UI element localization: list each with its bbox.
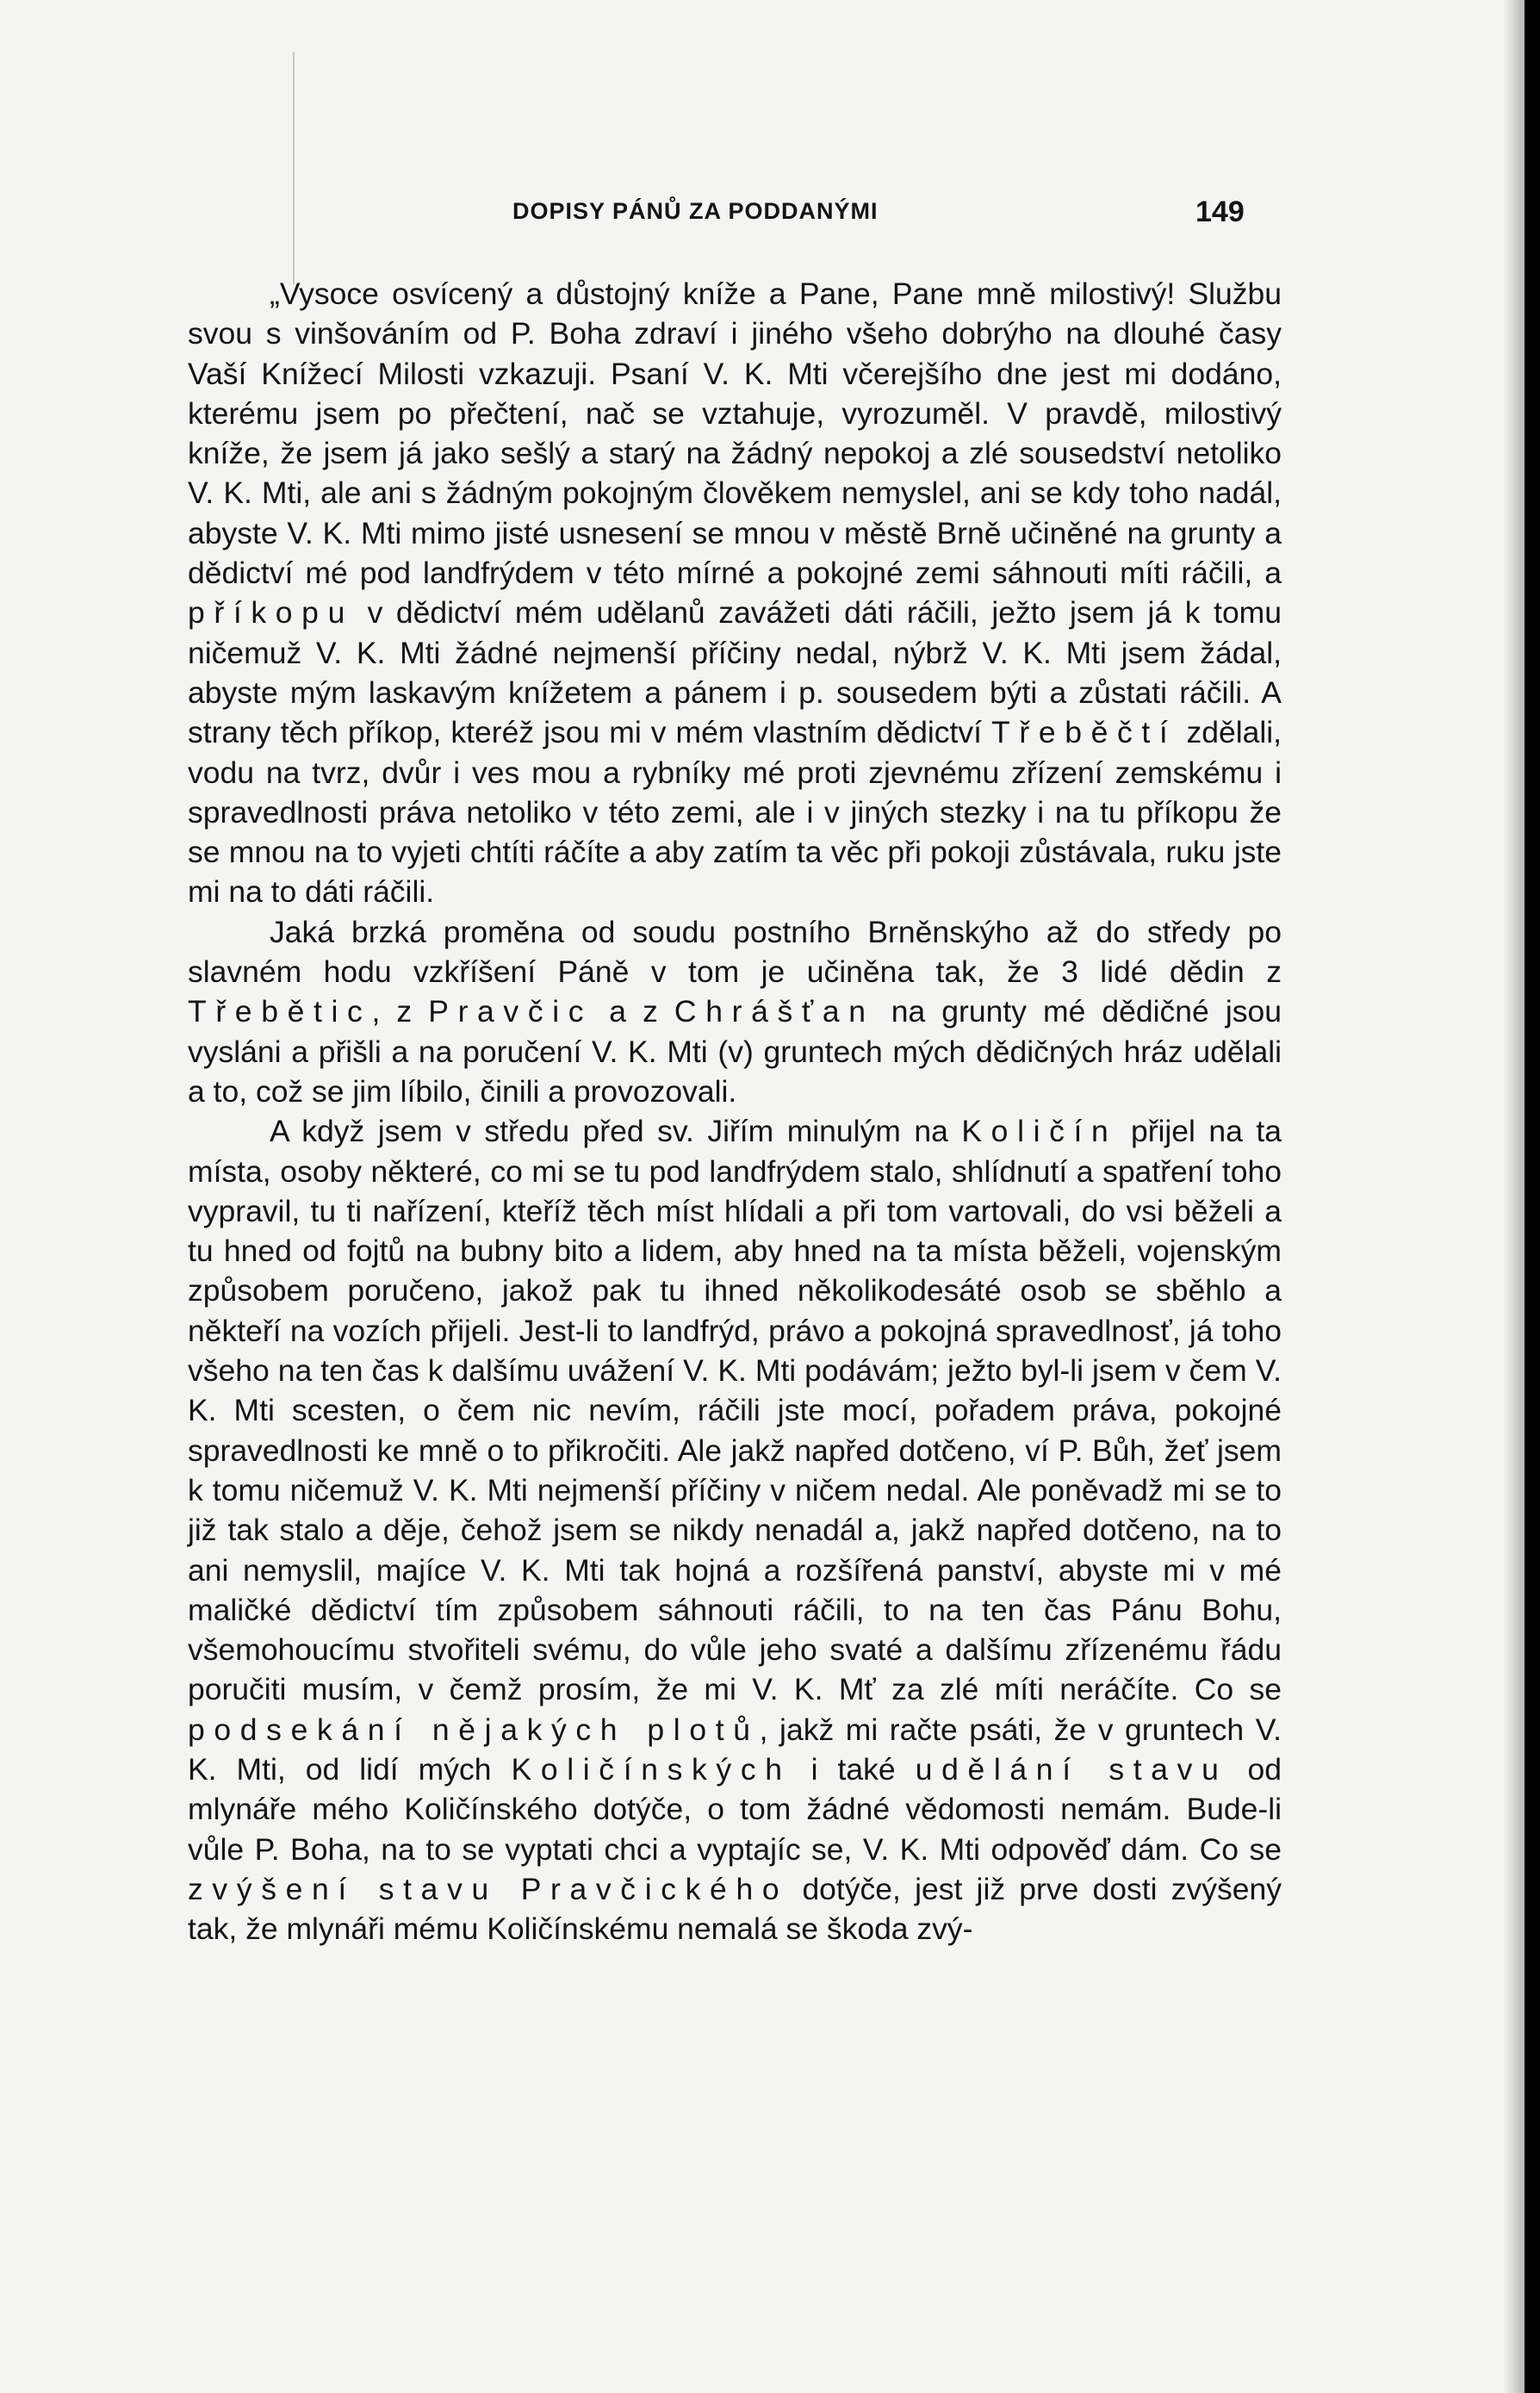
page-number: 149 xyxy=(1195,196,1245,228)
text-segment: na grunty mé dědičné jsou vysláni a přišli a na poručení V. K. Mti (v) gruntech mých dědičných hráz udělali a to, což se jim líbilo, činili a provozovali. xyxy=(188,994,1282,1109)
spaced-emphasis-text: zvýšení stavu Pravčického xyxy=(188,1871,789,1906)
paper-fold-mark xyxy=(293,52,295,284)
paragraph-3 xyxy=(188,1111,1282,1949)
page-edge-shadow xyxy=(1503,0,1524,2393)
text-segment: v dědictví mém udělanů zavážeti dáti ráčili, ježto jsem já k tomu ničemuž V. K. Mti žádné nejmenší příčiny nedal, nýbrž V. K. Mti jsem žádal, abyste mým laskavým knížetem a pánem i p. sousedem býti a zůstati ráčili. A strany těch příkop, kteréž jsou mi v mém vlastním dědictví xyxy=(188,595,1282,750)
text-segment: A když jsem v středu před sv. Jiřím minulým na xyxy=(270,1114,962,1149)
text-segment: i také xyxy=(791,1751,916,1787)
spaced-emphasis-text: Třebětic xyxy=(188,994,372,1029)
spaced-emphasis-text: Količínských xyxy=(511,1751,792,1787)
text-segment: a z xyxy=(593,994,674,1029)
text-segment: , jakž mi račte psáti, že v gruntech V. K. Mti, od lidí mých xyxy=(188,1712,1282,1787)
letter-body-text xyxy=(188,274,1282,1949)
text-segment: od mlynáře mého Količínského dotýče, o tom žádné vědomosti nemám. Bude-li vůle P. Boha, na to se vyptati chci a vyptajíc se, V. K. Mti odpověď dám. Co se xyxy=(188,1751,1282,1867)
text-segment: přijel na ta místa, osoby některé, co mi se tu pod landfrýdem stalo, shlídnutí a spatření toho vypravil, tu ti nařízení, kteříž těch míst hlídali a při tom vartovali, do vsi běželi a tu hned od fojtů na bubny bito a lidem, aby hned na ta místa běželi, vojenským způsobem poručeno, jakož pak tu ihned několikodesáté osob se sběhlo a někteří na vozích přijeli. Jest-li to landfrýd, právo a pokojná spravedlnosť, já toho všeho na ten čas k dalšímu uvážení V. K. Mti podávám; ježto byl-li jsem v čem V. K. Mti scesten, o čem nic nevím, ráčili jste mocí, pořadem práva, pokojné spravedlnosti ke mně o to přikročiti. Ale jakž napřed dotčeno, ví P. Bůh, žeť jsem k tomu ničemuž V. K. Mti nejmenší příčiny v ničem nedal. Ale poněvadž mi se to již tak stalo a děje, čehož jsem se nikdy nenadál a, jakž napřed dotčeno, na to ani nemyslil, majíce V. K. Mti tak hojná a rozšířená panství, abyste mi v mé maličké dědictví tím způsobem sáhnouti ráčili, to na ten čas Pánu Bohu, všemohoucímu stvořiteli svému, do vůle jeho svaté a dalšímu zřízenému řádu poručiti musím, v čemž prosím, že mi V. K. Mť za zlé míti neráčíte. Co se xyxy=(188,1114,1282,1707)
text-segment: , z xyxy=(371,994,429,1029)
paragraph-2 xyxy=(188,912,1282,1111)
spaced-emphasis-text: podsekání nějakých plotů xyxy=(188,1712,760,1747)
spaced-emphasis-text: Pravčic xyxy=(428,994,593,1029)
spaced-emphasis-text: příkopu xyxy=(188,595,354,631)
spaced-emphasis-text: Količín xyxy=(961,1114,1118,1149)
spaced-emphasis-text: Třeběčtí xyxy=(991,715,1177,750)
text-segment: Jaká brzká proměna od soudu postního Brněnskýho až do středy po slavném hodu vzkříšení Páně v tom je učiněna tak, že 3 lidé dědin z xyxy=(188,914,1282,990)
text-segment: zdělali, vodu na tvrz, dvůr i ves mou a rybníky mé proti zjevnému zřízení zemskému i spravedlnosti práva netoliko v této zemi, ale i v jiných stezky i na tu příkopu že se mnou na to vyjeti chtíti ráčíte a aby zatím ta věc při pokoji zůstávala, ruku jste mi na to dáti ráčili. xyxy=(188,715,1282,910)
spaced-emphasis-text: udělání stavu xyxy=(915,1751,1228,1787)
spaced-emphasis-text: Chrášťan xyxy=(674,994,875,1029)
text-segment: dotýče, jest již prve dosti zvýšený tak, že mlynáři mému Količínskému nemalá se škoda zvý- xyxy=(188,1871,1282,1947)
paragraph-1 xyxy=(188,274,1282,912)
text-segment: „Vysoce osvícený a důstojný kníže a Pane, Pane mně milostivý! Službu svou s vinšováním od P. Boha zdraví i jiného všeho dobrýho na dlouhé časy Vaší Knížecí Milosti vzkazuji. Psaní V. K. Mti včerejšího dne jest mi dodáno, kterému jsem po přečtení, nač se vztahuje, vyrozuměl. V pravdě, milostivý kníže, že jsem já jako sešlý a starý na žádný nepokoj a zlé sousedství netoliko V. K. Mti, ale ani s žádným pokojným člověkem nemyslel, ani se kdy toho nadál, abyste V. K. Mti mimo jisté usnesení se mnou v městě Brně učiněné na grunty a dědictví mé pod landfrýdem v této mírné a pokojné zemi sáhnouti míti ráčili, a xyxy=(188,277,1282,591)
running-header: DOPISY PÁNŮ ZA PODDANÝMI xyxy=(512,198,879,224)
